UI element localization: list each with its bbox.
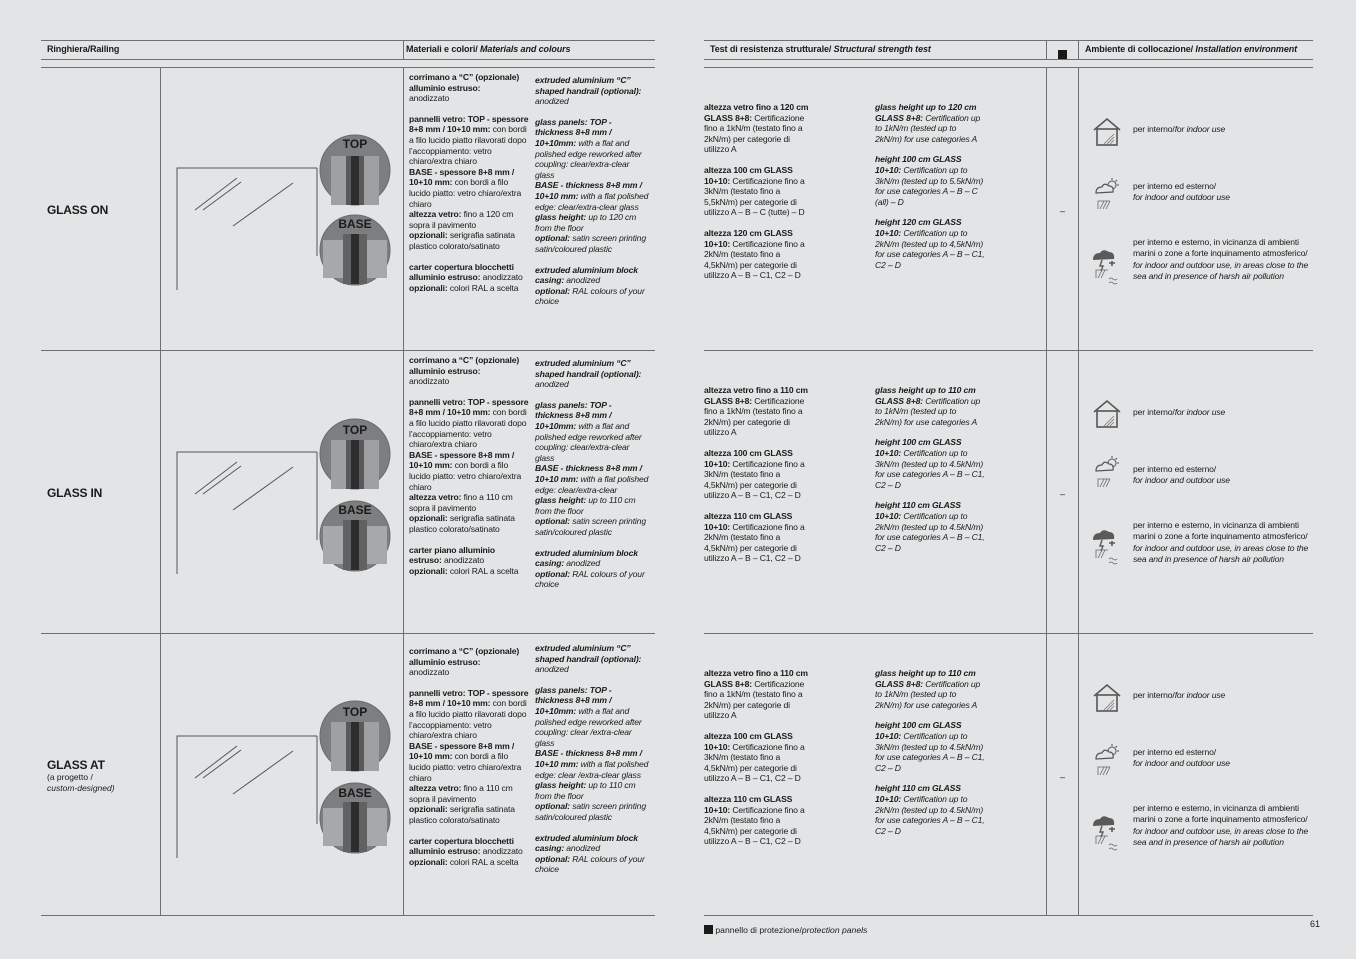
test-en: glass height up to 110 cm GLASS 8+8: Certification up to 1kN/m (tested up to 2kN/m) for use categories A height 100 cm GLASS 10+10: Certification up to 3kN/m (tested up to 4.5kN/m) for use categories A – B – C1, C2 – D height 110 cm GLASS 10+10: Certification up to 2kN/m (tested up to 4.5kN/m) for use categories A – B – C1, C2 – D [875,668,985,836]
column-divider [1046,67,1047,916]
header-top-rule-left [41,40,655,41]
railing-name: GLASS IN [47,486,103,500]
env-harsh: per interno e esterno, in vicinanza di ambienti marini o zone a forte inquinamento atmosferico/ for indoor and outdoor use, in areas close to the sea and in presence of harsh air pollution [1133,237,1309,282]
test-it: altezza vetro fino a 110 cm GLASS 8+8: Certificazione fino a 1kN/m (testato fino a 2kN/m) per categorie di utilizzo A altezza 100 cm GLASS 10+10: Certificazione fino a 3kN/m (testato fino a 4,5kN/m) per categorie di utilizzo A – B – C1, C2 – D altezza 110 cm GLASS 10+10: Certificazione fino a 2kN/m (testato fino a 4,5kN/m) per categorie di utilizzo A – B – C1, C2 – D [704,385,808,564]
column-divider [160,67,161,916]
railing-drawing [165,412,397,574]
black-square-icon [1058,45,1067,63]
page-number: 61 [1310,919,1321,929]
storm-sea-icon [1090,248,1124,286]
env-outdoor: per interno ed esterno/ for indoor and outdoor use [1133,747,1230,769]
header-divider [1046,40,1047,59]
house-icon [1092,399,1122,429]
materials-en: extruded aluminium “C” shaped handrail (optional): anodized glass panels: TOP - thickness 8+8 mm / 10+10mm: with a flat and polished edge reworked after coupling: clear/extra-clear glass BASE - thickness 8+8 mm / 10+10 mm: with a flat polished edge: clear/extra-clear glass glass height: up to 120 cm from the floor optional: satin screen printing satin/coloured plastic extruded aluminium block casing: anodized optional: RAL colours of your choice [535,75,649,307]
test-en: glass height up to 110 cm GLASS 8+8: Certification up to 1kN/m (tested up to 2kN/m) for use categories A height 100 cm GLASS 10+10: Certification up to 3kN/m (tested up to 4.5kN/m) for use categories A – B – C1, C2 – D height 110 cm GLASS 10+10: Certification up to 2kN/m (tested up to 4.5kN/m) for use categories A – B – C1, C2 – D [875,385,985,553]
house-icon [1092,683,1122,713]
sun-cloud-icon [1092,744,1122,776]
railing-subtitle: (a progetto / [47,772,93,782]
svg-text:BASE: BASE [338,217,372,231]
header-divider [1078,40,1079,59]
test-it: altezza vetro fino a 110 cm GLASS 8+8: Certificazione fino a 1kN/m (testato fino a 2kN/m) per categorie di utilizzo A altezza 100 cm GLASS 10+10: Certificazione fino a 3kN/m (testato fino a 4,5kN/m) per categorie di utilizzo A – B – C1, C2 – D altezza 110 cm GLASS 10+10: Certificazione fino a 2kN/m (testato fino a 4,5kN/m) per categorie di utilizzo A – B – C1, C2 – D [704,668,808,847]
table-bottom-rule [704,915,1313,916]
body-top-rule-left [41,67,655,68]
materials-it: corrimano a “C” (opzionale) alluminio estruso: anodizzato pannelli vetro: TOP - spessore 8+8 mm / 10+10 mm: con bordi a filo lucido piatto rilavorati dopo l’accoppiamento: vetro chiaro/extra chiaro BASE - spessore 8+8 mm / 10+10 mm: con bordi a filo lucido piatto: vetro chiaro/extra chiaro altezza vetro: fino a 110 cm sopra il pavimento opzionali: serigrafia satinata plastico colorato/satinato carter piano alluminio estruso: anodizzato opzionali: colori RAL a scelta [409,355,529,576]
table-bottom-rule [41,915,655,916]
env-indoor: per interno/for indoor use [1133,407,1226,417]
base-detail-circle [320,783,390,853]
black-square-icon [704,925,713,934]
test-en: glass height up to 120 cm GLASS 8+8: Certification up to 1kN/m (tested up to 2kN/m) for use categories A height 100 cm GLASS 10+10: Certification up to 3kN/m (tested up to 5.5kN/m) for use categories A – B – C (all) – D height 120 cm GLASS 10+10: Certification up to 2kN/m (tested up to 4,5kN/m) for use categories A – B – C1, C2 – D [875,102,985,270]
header-divider [403,40,404,59]
storm-sea-icon [1090,528,1124,566]
base-detail-circle [320,501,390,571]
row-divider [704,350,1313,351]
header-bottom-rule-right [704,59,1313,60]
env-harsh: per interno e esterno, in vicinanza di ambienti marini o zone a forte inquinamento atmosferico/ for indoor and outdoor use, in areas close to the sea and in presence of harsh air pollution [1133,803,1309,848]
column-divider [1078,67,1079,916]
materials-en: extruded aluminium “C” shaped handrail (optional): anodized glass panels: TOP - thickness 8+8 mm / 10+10mm: with a flat and polished edge reworked after coupling: clear/extra-clear glass BASE - thickness 8+8 mm / 10+10 mm: with a flat polished edge: clear/extra-clear glass height: up to 110 cm from the floor optional: satin screen printing satin/coloured plastic extruded aluminium block casing: anodized optional: RAL colours of your choice [535,358,649,590]
env-harsh: per interno e esterno, in vicinanza di ambienti marini o zone a forte inquinamento atmosferico/ for indoor and outdoor use, in areas close to the sea and in presence of harsh air pollution [1133,520,1309,565]
header-top-rule-right [704,40,1313,41]
house-icon [1092,117,1122,147]
row-divider [41,350,655,351]
header-bottom-rule-left [41,59,655,60]
svg-text:TOP: TOP [342,423,368,437]
svg-text:BASE: BASE [338,503,372,517]
footnote: pannello di protezione/protection panels [704,925,867,935]
railing-name: GLASS ON [47,203,109,217]
body-top-rule-right [704,67,1313,68]
top-detail-circle [320,701,390,771]
header-materials: Materiali e colori/ Materials and colours [406,44,571,54]
svg-text:TOP: TOP [342,137,368,151]
protection-panel-value: – [1060,772,1066,782]
railing-name: GLASS AT [47,758,105,772]
header-environment: Ambiente di collocazione/ Installation environment [1085,44,1298,54]
env-indoor: per interno/for indoor use [1133,124,1226,134]
materials-it: corrimano a “C” (opzionale) alluminio estruso: anodizzato pannelli vetro: TOP - spessore 8+8 mm / 10+10 mm: con bordi a filo lucido piatto rilavorati dopo l’accoppiamento: vetro chiaro/extra chiaro BASE - spessore 8+8 mm / 10+10 mm: con bordi a filo lucido piatto: vetro chiaro/extra chiaro altezza vetro: fino a 110 cm sopra il pavimento opzionali: serigrafia satinata plastico colorato/satinato carter copertura blocchetti alluminio estruso: anodizzato opzionali: colori RAL a scelta [409,646,529,867]
sun-cloud-icon [1092,456,1122,488]
protection-panel-value: – [1060,206,1066,216]
env-outdoor: per interno ed esterno/ for indoor and outdoor use [1133,181,1230,203]
materials-en: extruded aluminium “C” shaped handrail (optional): anodized glass panels: TOP - thickness 8+8 mm / 10+10mm: with a flat and polished edge reworked after coupling: clear /extra-clear glass BASE - thickness 8+8 mm / 10+10 mm: with a flat polished edge: clear /extra-clear glass glass height: up to 110 cm from the floor optional: satin screen printing satin/coloured plastic extruded aluminium block casing: anodized optional: RAL colours of your choice [535,643,649,875]
column-divider [403,67,404,916]
sun-cloud-icon [1092,178,1122,210]
materials-it: corrimano a “C” (opzionale) alluminio estruso: anodizzato pannelli vetro: TOP - spessore 8+8 mm / 10+10 mm: con bordi a filo lucido piatto rilavorati dopo l’accoppiamento: vetro chiaro/extra chiaro BASE - spessore 8+8 mm / 10+10 mm: con bordi a filo lucido piatto: vetro chiaro/extra chiaro altezza vetro: fino a 120 cm sopra il pavimento opzionali: serigrafia satinata plastico colorato/satinato carter copertura blocchetti alluminio estruso: anodizzato opzionali: colori RAL a scelta [409,72,529,293]
protection-panel-value: – [1060,489,1066,499]
row-divider [704,633,1313,634]
header-test: Test di resistenza strutturale/ Structural strength test [710,44,931,54]
header-railing: Ringhiera/Railing [47,44,120,54]
storm-sea-icon [1090,814,1124,852]
svg-text:TOP: TOP [342,705,368,719]
railing-subtitle: custom-designed) [47,783,115,793]
railing-drawing [165,128,397,290]
env-outdoor: per interno ed esterno/ for indoor and outdoor use [1133,464,1230,486]
top-detail-circle [320,135,390,205]
base-detail-circle [320,215,390,285]
row-divider [41,633,655,634]
railing-drawing [165,696,397,858]
test-it: altezza vetro fino a 120 cm GLASS 8+8: Certificazione fino a 1kN/m (testato fino a 2kN/m) per categorie di utilizzo A altezza 100 cm GLASS 10+10: Certificazione fino a 3kN/m (testato fino a 5,5kN/m) per categorie di utilizzo A – B – C (tutte) – D altezza 120 cm GLASS 10+10: Certificazione fino a 2kN/m (testato fino a 4,5kN/m) per categorie di utilizzo A – B – C1, C2 – D [704,102,809,281]
top-detail-circle [320,419,390,489]
env-indoor: per interno/for indoor use [1133,690,1226,700]
svg-text:BASE: BASE [338,786,372,800]
